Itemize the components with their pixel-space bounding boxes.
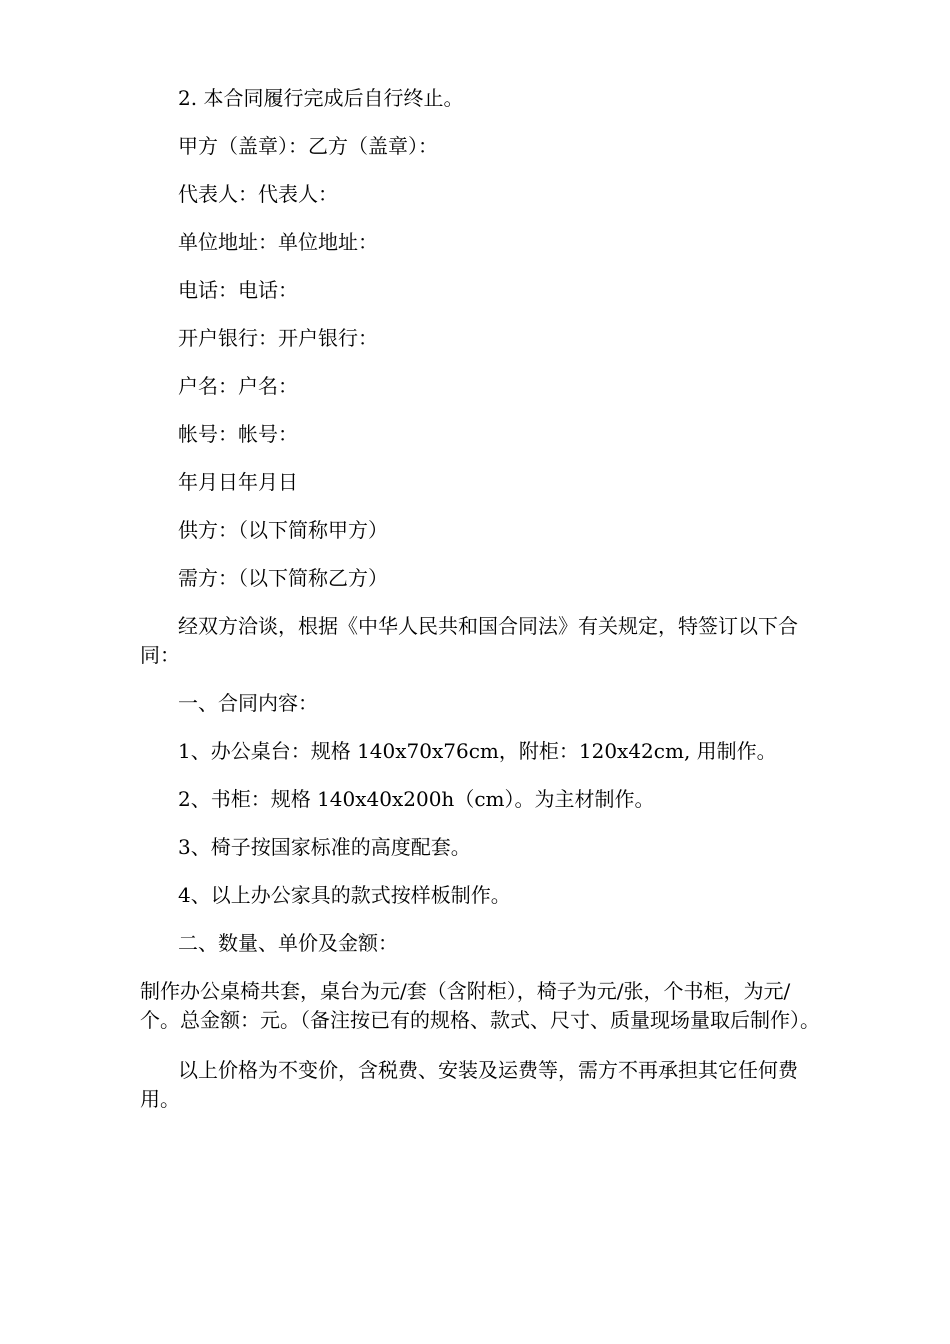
paragraph-representatives: 代表人：代表人： (178, 182, 338, 206)
heading-quantity-price: 二、数量、单价及金额： (178, 931, 398, 955)
paragraph-preamble: 经双方洽谈，根据《中华人民共和国合同法》有关规定，特签订以下合同： (140, 614, 798, 667)
item-chairs: 3、椅子按国家标准的高度配套。 (178, 835, 471, 859)
paragraph-bank: 开户银行：开户银行： (178, 326, 378, 350)
item-style: 4、以上办公家具的款式按样板制作。 (178, 883, 511, 907)
paragraph-party-seals: 甲方（盖章）：乙方（盖章）： (178, 134, 438, 158)
paragraph-account-name: 户名：户名： (178, 374, 298, 398)
paragraph-phone: 电话：电话： (178, 278, 298, 302)
paragraph-termination: 2. 本合同履行完成后自行终止。 (178, 86, 464, 110)
item-bookcase: 2、书柜：规格 140x40x200h（cm）。为主材制作。 (178, 787, 655, 811)
paragraph-dates: 年月日年月日 (178, 470, 298, 494)
item-office-desk: 1、办公桌台：规格 140x70x76cm，附柜：120x42cm, 用制作。 (178, 739, 777, 763)
paragraph-fixed-price: 以上价格为不变价，含税费、安装及运费等，需方不再承担其它任何费用。 (140, 1058, 798, 1111)
paragraph-pricing-details: 制作办公桌椅共套，桌台为元/套（含附柜），椅子为元/张，个书柜，为元/个。总金额：元。（备注按已有的规格、款式、尺寸、质量现场量取后制作）。 (140, 979, 820, 1032)
paragraph-buyer: 需方：（以下简称乙方） (178, 566, 388, 590)
paragraph-account-number: 帐号：帐号： (178, 422, 298, 446)
paragraph-unit-address: 单位地址：单位地址： (178, 230, 378, 254)
heading-contract-content: 一、合同内容： (178, 691, 318, 715)
document-body (140, 84, 830, 1114)
paragraph-supplier: 供方：（以下简称甲方） (178, 518, 388, 542)
